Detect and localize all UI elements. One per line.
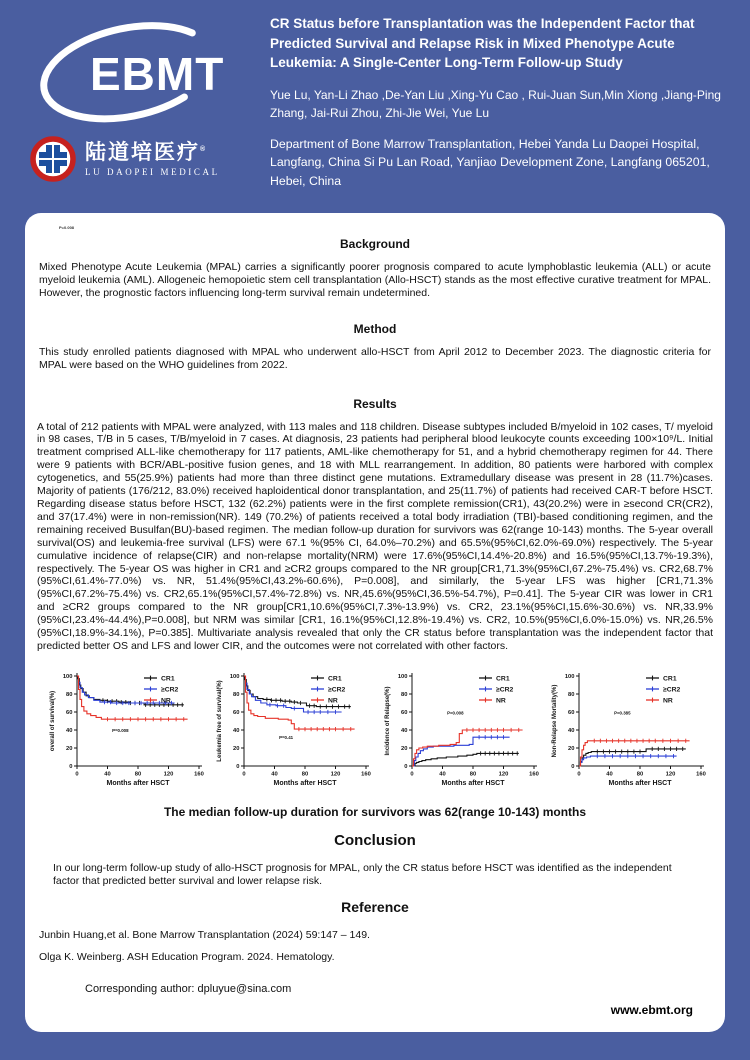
- median-followup-note: The median follow-up duration for survivors was 62(range 10-143) months: [163, 804, 587, 819]
- y-tick-label: 60: [568, 709, 575, 716]
- poster-affiliation: Department of Bone Marrow Transplantation, Hebei Yanda Lu Daopei Hospital, Langfang, China Si Pu Lan Road, Yanjiao Development Zone, Langfang 065201, Hebei, China: [270, 136, 710, 189]
- pvalue-annotation: P=0.008: [446, 710, 464, 716]
- y-tick-label: 100: [564, 673, 575, 680]
- y-tick-label: 0: [403, 763, 408, 770]
- y-tick-label: 60: [66, 709, 73, 716]
- x-tick-label: 80: [469, 771, 476, 778]
- km-charts-row: [25, 666, 725, 798]
- conclusion-text: In our long-term follow-up study of allo-HSCT prognosis for MPAL, only the CR status before HSCT was identified as the independent factor that predicted better survival and lower relapse risk.: [53, 861, 672, 887]
- legend-label: NR: [662, 697, 673, 705]
- y-tick-label: 40: [66, 727, 73, 734]
- method-text: This study enrolled patients diagnosed with MPAL who underwent allo-HSCT from April 2012 to December 2023. The diagnostic criteria for MPAL were based on the WHO guidelines from 2022.: [39, 345, 711, 371]
- pvalue-annotation: P=0.41: [279, 734, 294, 740]
- series-NR: [412, 730, 523, 766]
- legend-label: NR: [495, 697, 506, 705]
- reference-item-1: Junbin Huang,et al. Bone Marrow Transplantation (2024) 59:147 – 149.: [39, 928, 370, 941]
- y-tick-label: 40: [568, 727, 575, 734]
- x-axis-label: Months after HSCT: [608, 779, 672, 787]
- x-tick-label: 0: [242, 771, 246, 778]
- reference-item-2: Olga K. Weinberg. ASH Education Program. 2024. Hematology.: [39, 950, 335, 963]
- legend-label: CR1: [495, 675, 510, 683]
- legend-label: ≥CR2: [495, 686, 513, 694]
- y-tick-label: 80: [66, 691, 73, 698]
- corresponding-author: Corresponding author: dpluyue@sina.com: [85, 982, 292, 995]
- y-tick-label: 100: [62, 673, 73, 680]
- ebmt-website-url: www.ebmt.org: [610, 1003, 693, 1017]
- legend-label: NR: [328, 697, 339, 705]
- y-tick-label: 0: [236, 763, 240, 770]
- x-tick-label: 0: [577, 771, 581, 778]
- series-≥CR2: [412, 737, 510, 766]
- x-axis-label: Months after HSCT: [441, 779, 505, 787]
- legend-label: CR1: [328, 675, 342, 683]
- x-axis-label: Months after HSCT: [106, 779, 170, 787]
- legend-label: NR: [161, 697, 171, 705]
- y-tick-label: 40: [233, 727, 240, 734]
- legend-label: CR1: [662, 675, 677, 683]
- x-axis-label: Months after HSCT: [273, 779, 337, 787]
- x-tick-label: 40: [606, 771, 613, 778]
- pvalue-annotation: P=0.008: [112, 727, 129, 733]
- y-axis-label: overall of survival(%): [50, 690, 56, 752]
- x-tick-label: 40: [271, 771, 279, 778]
- poster-body-card: [25, 213, 725, 1032]
- x-tick-label: 40: [438, 771, 446, 778]
- series-≥CR2: [77, 676, 175, 703]
- poster-title: CR Status before Transplantation was the Independent Factor that Predicted Survival and Relapse Risk in Mixed Phenotype Acute Leukemia: A Single-Center Long-Term Follow-up Study: [270, 16, 695, 71]
- y-tick-label: 80: [400, 691, 408, 698]
- x-tick-label: 120: [665, 771, 676, 778]
- reference-heading: Reference: [341, 898, 409, 915]
- y-axis-label: Incidence of Relapse(%): [384, 686, 391, 756]
- x-tick-label: 120: [163, 771, 174, 778]
- ludaopei-name-cn: 陆道培医疗®: [85, 140, 206, 164]
- y-tick-label: 100: [397, 673, 408, 680]
- y-tick-label: 60: [400, 709, 408, 716]
- x-tick-label: 80: [302, 771, 309, 778]
- header-text-column: [270, 14, 738, 191]
- method-heading: Method: [353, 321, 397, 336]
- poster-header: [0, 0, 750, 191]
- background-heading: Background: [339, 237, 410, 251]
- results-text: A total of 212 patients with MPAL were analyzed, with 113 males and 118 children. Disease subtypes included B/myeloid in 102 cases, T/ myeloid in 98 cases, T/B in 5 cases, T/B/myeloid in 7 cases. At diagnosis, 23 patients had peripheral blood leukocyte counts exceeding 100×10⁹/L. Initial treatment comprised ALL-like chemotherapy for 117 patients, AML-like chemotherapy for 51, and a hybrid chemotherapy regimen for 44. There were 9 patients with BCR/ABL-positive fusion genes, and 18 with MLL rearrangement. In addition, 80 patients were harbored with complex cytogenetics, and 55(25.9%) patients had more than three distinct gene mutations. Extramedullary disease was present in 28 (11.7%)cases. Majority of patients (176/212, 83.0%) received haploidentical donor transplantation, and 25(11.7%) of patients had received CAR-T before HSCT. Regarding disease status before HSCT, 132 (62.2%) patients were in the first complete remission(CR1), 43(20.2%) were in ≥second CR(CR2), and 37(17.4%) were in non-remission(NR). 149 (70.2%) of patients received a total body irradiation (TBI)-based conditioning regimen, and the remaining received Busulfan(BU)-based regimen. The median follow-up duration for survivors was 62(range 10-143) months. The 5-year overall survival(OS) and leukemia-free survival (LFS) were 67.1 %(95% CI, 64.0%–70.2%) and 65.5%(95%CI,62.0%-69.0%) respectively. The 5-year cumulative incidence of relapse(CIR) and non-relapse mortality(NRM) were 17.6%(95%CI,14.4%-20.8%) and 16.5%(95%CI,13.7%-19.3%), respectively. The 5-year OS was higher in CR1 and ≥CR2 groups compared to the NR group[CR1,71.3%(95%CI,67.2%-75.4%) vs. CR2,68.7%(95%CI,61.4%-77.0%) vs. NR, 51.4%(95%CI,43.2%-60.6%), P=0.008], and similarly, the 5-year LFS was higher [CR1,71.3%(95%CI,67.2%-75.4%) vs. CR2,65.1%(95%CI,57.4%-72.8%) vs. NR,45.6%(95%CI,36.5%-54.7%), P=0.41]. The 5-year CIR was lower in CR1 and ≥CR2 groups compared to the NR group[CR1,10.6%(95%CI,7.3%-13.9%) vs. CR2, 23.1%(95%CI,15.6%-30.6%) vs. NR,33.9%(95%CI,23.4%-44.4%),P=0.008], but NRM was similar [CR1, 16.1%(95%CI,12.8%-19.4%) vs. CR2, 10.5%(95%CI,6.0%-15.0%) vs. NR,26.5%(95%CI,18.9%-34.1%), P=0.385]. Multivariate analysis revealed that only the CR status before transplantation was the independent factor that predicted better OS and LFS and lower CIR, and the outcomes were not correlated with other factors.: [37, 420, 713, 652]
- y-tick-label: 20: [568, 745, 575, 752]
- y-tick-label: 20: [233, 745, 240, 752]
- x-tick-label: 160: [361, 771, 372, 778]
- registered-mark: ®: [200, 145, 206, 153]
- series-CR1: [579, 749, 686, 766]
- ebmt-logo: [26, 14, 262, 132]
- ludaopei-name-en: LU DAOPEI MEDICAL: [85, 166, 220, 177]
- y-tick-label: 80: [568, 691, 575, 698]
- y-tick-label: 20: [66, 745, 73, 752]
- x-tick-label: 160: [696, 771, 706, 778]
- legend-label: ≥CR2: [161, 686, 179, 694]
- km-chart-non-relapse-mortality: [549, 666, 709, 798]
- series-CR1: [412, 753, 519, 766]
- y-tick-label: 0: [571, 763, 575, 770]
- ludaopei-logo: [30, 136, 270, 182]
- x-tick-label: 120: [330, 771, 341, 778]
- km-chart-leukemia-free-survival: [214, 666, 374, 798]
- conclusion-heading: Conclusion: [334, 831, 416, 849]
- y-tick-label: 80: [233, 691, 240, 698]
- ebmt-logo-text: EBMT: [90, 48, 225, 100]
- x-tick-label: 0: [75, 771, 79, 778]
- results-heading: Results: [353, 396, 397, 411]
- x-tick-label: 40: [104, 771, 111, 778]
- y-tick-label: 60: [233, 709, 240, 716]
- x-tick-label: 120: [498, 771, 508, 778]
- x-tick-label: 160: [528, 771, 539, 778]
- y-axis-label: Non-Relapse Mortality(%): [551, 684, 558, 758]
- km-chart-overall-survival: [47, 666, 207, 798]
- background-text: Mixed Phenotype Acute Leukemia (MPAL) carries a significantly poorer prognosis compared to acute lymphoblastic leukemia (ALL) or acute myeloid leukemia (AML). Allogeneic hemopoietic stem cell transplantation (Allo-HSCT) stands as the most effective curative treatment for MPAL. However, the prognostic factors influencing long-term survival remain undetermined.: [39, 261, 711, 299]
- y-tick-label: 40: [400, 727, 408, 734]
- header-logo-column: [18, 14, 270, 191]
- poster-authors: Yue Lu, Yan-Li Zhao ,De-Yan Liu ,Xing-Yu Cao , Rui-Juan Sun,Min Xiong ,Jiang-Ping Zhang, Jai-Rui Zhou, Zhi-Jie Wei, Yue Lu: [270, 87, 721, 120]
- stray-pvalue-note: P=0.008: [59, 225, 75, 230]
- y-tick-label: 0: [69, 763, 73, 770]
- x-tick-label: 0: [410, 771, 414, 778]
- ludaopei-logo-text: [85, 142, 220, 177]
- ludaopei-emblem-icon: [30, 136, 76, 182]
- legend-label: CR1: [161, 675, 175, 683]
- x-tick-label: 80: [134, 771, 142, 778]
- y-tick-label: 100: [230, 673, 240, 680]
- x-tick-label: 160: [194, 771, 204, 778]
- legend-label: ≥CR2: [662, 686, 681, 694]
- x-tick-label: 80: [636, 771, 644, 778]
- y-tick-label: 20: [400, 745, 408, 752]
- km-chart-incidence-of-relapse: [382, 666, 542, 798]
- pvalue-annotation: P=0.385: [614, 710, 631, 716]
- y-axis-label: Leukemia free of survival(%): [217, 680, 224, 762]
- legend-label: ≥CR2: [328, 686, 346, 694]
